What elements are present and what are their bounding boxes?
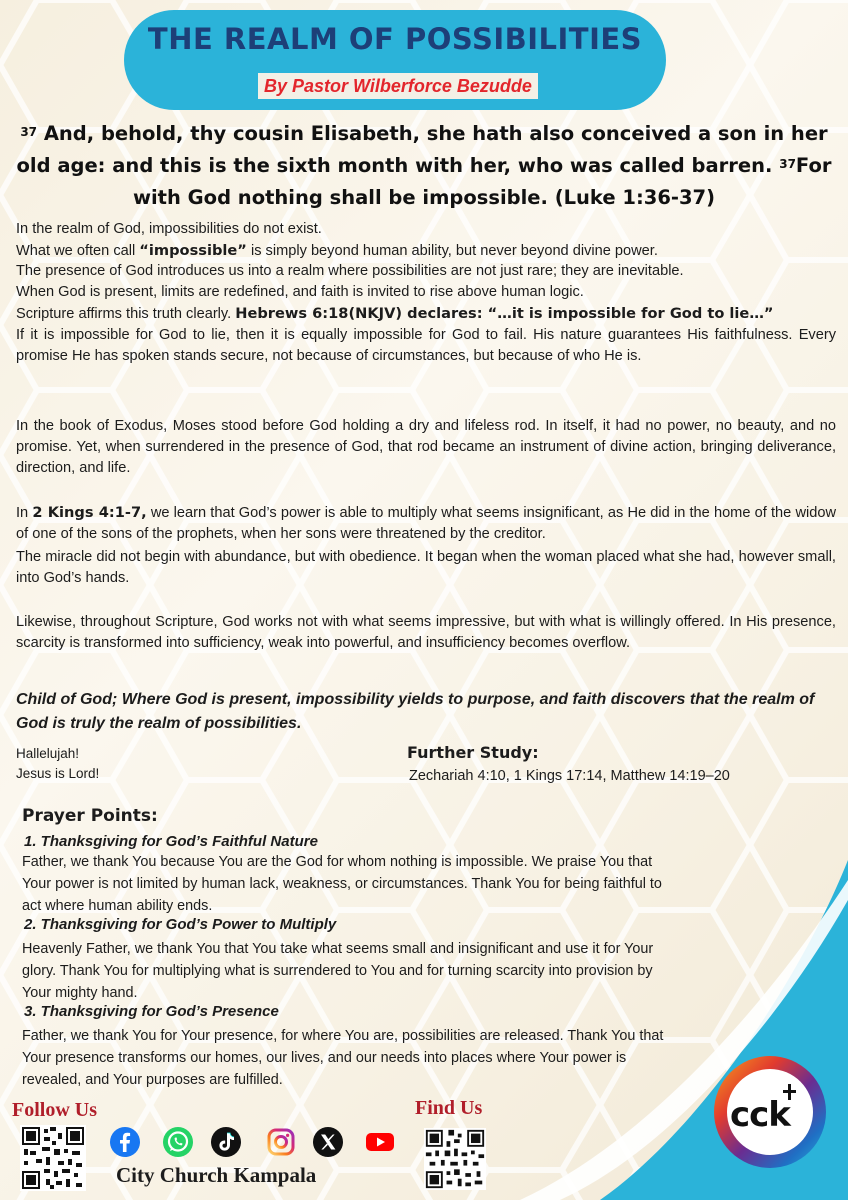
kings-reference: 2 Kings 4:1-7, [32, 504, 147, 521]
body-paragraph: Likewise, throughout Scripture, God works not with what seems impressive, but with what is willingly offered. In His presence, scarcity is transformed into sufficiency, weak into powerful, and insufficiency becomes overflow. [16, 614, 836, 651]
tiktok-icon[interactable] [210, 1126, 242, 1158]
jesus-is-lord-text: Jesus is Lord! [16, 766, 100, 781]
body-line: The presence of God introduces us into a realm where possibilities are not just rare; they are inevitable. [16, 263, 684, 279]
body-line: When God is present, limits are redefined, and faith is invited to rise above human logic. [16, 284, 584, 300]
body-text: is simply beyond human ability, but never beyond divine power. [246, 243, 658, 259]
emphasis-text: “impossible” [139, 242, 247, 259]
verse-text: And, behold, thy cousin Elisabeth, she hath also conceived a son in her old age: and this is the sixth month with her, who was called barren. [16, 122, 828, 177]
verse-number: 37 [20, 125, 38, 139]
body-text: What we often call [16, 243, 140, 259]
instagram-icon[interactable] [265, 1126, 297, 1158]
follow-us-label: Follow Us [12, 1099, 97, 1121]
cck-logo-text: cck [730, 1095, 790, 1135]
whatsapp-icon[interactable] [162, 1126, 194, 1158]
prayer-point-heading: 3. Thanksgiving for God’s Presence [24, 1003, 279, 1020]
hebrews-reference: Hebrews 6:18(NKJV) declares: “…it is impossible for God to lie…” [235, 305, 774, 322]
prayer-point-heading: 1. Thanksgiving for God’s Faithful Nature [24, 833, 318, 850]
body-text: we learn that God’s power is able to multiply what seems insignificant, as He did in the home of the widow of one of the sons of the prophets, when her sons were threatened by the creditor. [16, 505, 836, 542]
x-icon[interactable] [312, 1126, 344, 1158]
prayer-points-title: Prayer Points: [22, 806, 158, 826]
closing-affirmation [16, 744, 99, 784]
youtube-icon[interactable] [364, 1126, 396, 1158]
scripture-verse [14, 118, 834, 214]
body-paragraph: The miracle did not begin with abundance, but with obedience. It began when the woman placed what she had, however small, into God’s hands. [16, 549, 836, 586]
body-text: In [16, 505, 33, 521]
body-paragraph: In the book of Exodus, Moses stood before God holding a dry and lifeless rod. In itself, it had no power, no beauty, and no promise. Yet, when surrendered in the presence of God, that rod became an instrument of divine action, bringing deliverance, direction, and life. [16, 418, 836, 476]
body-line [16, 240, 836, 262]
further-study-references: Zechariah 4:10, 1 Kings 17:14, Matthew 14:19–20 [409, 768, 730, 784]
author-byline: By Pastor Wilberforce Bezudde [258, 73, 538, 99]
prayer-point-text: Heavenly Father, we thank You that You take what seems small and insignificant and use it for Your glory. Thank You for multiplying what is surrendered to You and for turning scarcity into provision by Your mighty hand. [22, 941, 654, 1001]
church-name: City Church Kampala [116, 1163, 317, 1187]
find-us-label: Find Us [415, 1097, 483, 1119]
verse-number: 37 [779, 157, 796, 171]
body-text: Scripture affirms this truth clearly. [16, 306, 236, 322]
facebook-icon[interactable] [109, 1126, 141, 1158]
body-paragraph [16, 502, 836, 545]
hallelujah-text: Hallelujah! [16, 746, 80, 761]
prayer-point-text: Father, we thank You for Your presence, for where You are, possibilities are released. Thank You that Your presence transforms our homes, our lives, and our needs into places where Your power is revealed, and Your purposes are fulfilled. [22, 1028, 664, 1088]
closing-statement: Child of God; Where God is present, impossibility yields to purpose, and faith discovers that the realm of God is truly the realm of possibilities. [16, 691, 815, 732]
qr-code-find[interactable] [424, 1128, 486, 1190]
page-title: THE REALM OF POSSIBILITIES [147, 22, 643, 56]
further-study-title: Further Study: [407, 743, 539, 762]
body-line [16, 303, 836, 325]
body-paragraph: If it is impossible for God to lie, then it is equally impossible for God to fail. His nature guarantees His faithfulness. Every promise He has spoken stands secure, not because of circumstances, but because of who He is. [16, 327, 836, 364]
qr-code-follow[interactable] [20, 1125, 86, 1191]
prayer-point-heading: 2. Thanksgiving for God’s Power to Multiply [24, 916, 337, 933]
prayer-point-text: Father, we thank You because You are the God for whom nothing is impossible. We praise You that Your power is not limited by human lack, weakness, or circumstances. Thank You for being faithful to act where human ability ends. [22, 854, 662, 914]
body-line: In the realm of God, impossibilities do not exist. [16, 221, 322, 237]
verse-text: For with God nothing shall be impossible. (Luke 1:36-37) [132, 154, 832, 209]
